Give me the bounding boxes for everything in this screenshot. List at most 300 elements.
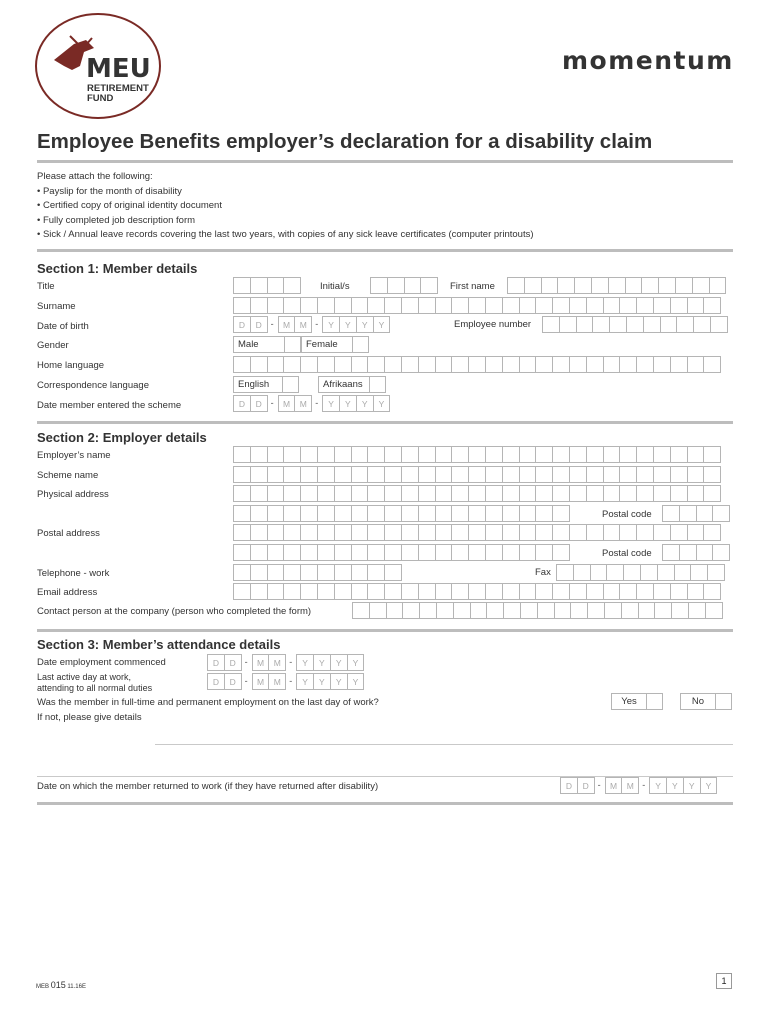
char-box[interactable] — [709, 277, 727, 294]
char-box[interactable] — [250, 297, 268, 314]
date-box-d[interactable]: D — [577, 777, 595, 794]
char-box[interactable] — [503, 602, 521, 619]
char-box[interactable] — [367, 446, 385, 463]
char-box[interactable] — [267, 466, 285, 483]
char-box[interactable] — [451, 524, 469, 541]
char-box[interactable] — [283, 485, 301, 502]
char-box[interactable] — [485, 524, 503, 541]
char-box[interactable] — [300, 485, 318, 502]
char-box[interactable] — [317, 544, 335, 561]
fulltime-yes-checkbox[interactable] — [646, 693, 663, 710]
char-box[interactable] — [367, 297, 385, 314]
date-box-d[interactable]: D — [560, 777, 578, 794]
char-box[interactable] — [670, 297, 688, 314]
char-box[interactable] — [367, 564, 385, 581]
char-box[interactable] — [267, 524, 285, 541]
date-box-m[interactable]: M — [294, 316, 312, 333]
char-box[interactable] — [670, 356, 688, 373]
char-box[interactable] — [654, 602, 672, 619]
char-box[interactable] — [636, 583, 654, 600]
fulltime-yes-option[interactable] — [611, 693, 647, 710]
char-box[interactable] — [418, 583, 436, 600]
initials-field[interactable] — [370, 277, 437, 294]
char-box[interactable] — [300, 564, 318, 581]
char-box[interactable] — [535, 524, 553, 541]
char-box[interactable] — [623, 564, 641, 581]
date-box-y[interactable]: Y — [296, 654, 314, 671]
char-box[interactable] — [384, 544, 402, 561]
char-box[interactable] — [468, 544, 486, 561]
char-box[interactable] — [502, 524, 520, 541]
char-box[interactable] — [418, 466, 436, 483]
char-box[interactable] — [233, 356, 251, 373]
char-box[interactable] — [692, 277, 710, 294]
char-box[interactable] — [687, 446, 705, 463]
char-box[interactable] — [250, 583, 268, 600]
date-box-y[interactable]: Y — [330, 673, 348, 690]
char-box[interactable] — [401, 446, 419, 463]
char-box[interactable] — [703, 446, 721, 463]
lang-english-checkbox[interactable] — [282, 376, 299, 393]
char-box[interactable] — [485, 505, 503, 522]
date-box-y[interactable]: Y — [296, 673, 314, 690]
char-box[interactable] — [418, 446, 436, 463]
char-box[interactable] — [250, 277, 268, 294]
last-active-field[interactable] — [207, 673, 363, 690]
physical-address-line1[interactable] — [233, 485, 720, 502]
char-box[interactable] — [576, 316, 594, 333]
char-box[interactable] — [436, 602, 454, 619]
char-box[interactable] — [519, 544, 537, 561]
date-box-y[interactable]: Y — [700, 777, 718, 794]
char-box[interactable] — [687, 524, 705, 541]
char-box[interactable] — [519, 505, 537, 522]
char-box[interactable] — [418, 505, 436, 522]
char-box[interactable] — [435, 356, 453, 373]
char-box[interactable] — [233, 544, 251, 561]
char-box[interactable] — [367, 485, 385, 502]
char-box[interactable] — [485, 485, 503, 502]
char-box[interactable] — [653, 485, 671, 502]
char-box[interactable] — [586, 446, 604, 463]
char-box[interactable] — [574, 277, 592, 294]
char-box[interactable] — [250, 544, 268, 561]
char-box[interactable] — [519, 583, 537, 600]
surname-field[interactable] — [233, 297, 720, 314]
gender-female-option[interactable] — [301, 336, 353, 353]
char-box[interactable] — [703, 466, 721, 483]
char-box[interactable] — [592, 316, 610, 333]
char-box[interactable] — [317, 356, 335, 373]
char-box[interactable] — [384, 485, 402, 502]
char-box[interactable] — [569, 446, 587, 463]
char-box[interactable] — [267, 505, 285, 522]
char-box[interactable] — [670, 446, 688, 463]
char-box[interactable] — [653, 583, 671, 600]
char-box[interactable] — [687, 466, 705, 483]
char-box[interactable] — [636, 356, 654, 373]
char-box[interactable] — [267, 446, 285, 463]
char-box[interactable] — [451, 544, 469, 561]
char-box[interactable] — [334, 505, 352, 522]
char-box[interactable] — [670, 466, 688, 483]
char-box[interactable] — [552, 446, 570, 463]
char-box[interactable] — [573, 564, 591, 581]
char-box[interactable] — [451, 583, 469, 600]
char-box[interactable] — [384, 297, 402, 314]
char-box[interactable] — [451, 446, 469, 463]
char-box[interactable] — [233, 564, 251, 581]
char-box[interactable] — [542, 316, 560, 333]
char-box[interactable] — [535, 583, 553, 600]
date-box-y[interactable]: Y — [330, 654, 348, 671]
char-box[interactable] — [619, 583, 637, 600]
char-box[interactable] — [267, 564, 285, 581]
char-box[interactable] — [300, 466, 318, 483]
char-box[interactable] — [535, 356, 553, 373]
char-box[interactable] — [519, 485, 537, 502]
char-box[interactable] — [300, 356, 318, 373]
date-box-y[interactable]: Y — [373, 395, 391, 412]
employment-commenced-field[interactable] — [207, 654, 363, 671]
char-box[interactable] — [586, 524, 604, 541]
char-box[interactable] — [486, 602, 504, 619]
date-box-y[interactable]: Y — [347, 673, 365, 690]
char-box[interactable] — [586, 356, 604, 373]
char-box[interactable] — [569, 524, 587, 541]
postal-postal-code-field[interactable] — [662, 544, 729, 561]
char-box[interactable] — [676, 316, 694, 333]
char-box[interactable] — [535, 466, 553, 483]
char-box[interactable] — [384, 466, 402, 483]
date-box-y[interactable]: Y — [347, 654, 365, 671]
employer-name-field[interactable] — [233, 446, 720, 463]
char-box[interactable] — [638, 602, 656, 619]
char-box[interactable] — [552, 297, 570, 314]
char-box[interactable] — [367, 505, 385, 522]
char-box[interactable] — [283, 277, 301, 294]
char-box[interactable] — [334, 564, 352, 581]
char-box[interactable] — [401, 356, 419, 373]
char-box[interactable] — [351, 297, 369, 314]
char-box[interactable] — [670, 524, 688, 541]
char-box[interactable] — [367, 466, 385, 483]
char-box[interactable] — [468, 485, 486, 502]
char-box[interactable] — [703, 485, 721, 502]
date-box-y[interactable]: Y — [339, 395, 357, 412]
char-box[interactable] — [619, 446, 637, 463]
char-box[interactable] — [367, 544, 385, 561]
char-box[interactable] — [351, 485, 369, 502]
char-box[interactable] — [334, 544, 352, 561]
char-box[interactable] — [317, 297, 335, 314]
char-box[interactable] — [401, 297, 419, 314]
char-box[interactable] — [660, 316, 678, 333]
date-box-d[interactable]: D — [207, 673, 225, 690]
date-box-y[interactable]: Y — [683, 777, 701, 794]
date-box-m[interactable]: M — [252, 673, 270, 690]
date-box-m[interactable]: M — [294, 395, 312, 412]
char-box[interactable] — [300, 505, 318, 522]
char-box[interactable] — [233, 277, 251, 294]
char-box[interactable] — [502, 446, 520, 463]
char-box[interactable] — [590, 564, 608, 581]
char-box[interactable] — [609, 316, 627, 333]
char-box[interactable] — [317, 466, 335, 483]
lang-afrikaans-option[interactable] — [318, 376, 370, 393]
date-box-d[interactable]: D — [224, 673, 242, 690]
fulltime-no-option[interactable] — [680, 693, 716, 710]
char-box[interactable] — [670, 485, 688, 502]
char-box[interactable] — [418, 524, 436, 541]
char-box[interactable] — [283, 564, 301, 581]
date-box-d[interactable]: D — [224, 654, 242, 671]
char-box[interactable] — [625, 277, 643, 294]
char-box[interactable] — [334, 446, 352, 463]
char-box[interactable] — [384, 524, 402, 541]
char-box[interactable] — [233, 583, 251, 600]
char-box[interactable] — [435, 583, 453, 600]
char-box[interactable] — [603, 446, 621, 463]
date-box-y[interactable]: Y — [322, 395, 340, 412]
char-box[interactable] — [619, 356, 637, 373]
char-box[interactable] — [688, 602, 706, 619]
char-box[interactable] — [401, 485, 419, 502]
char-box[interactable] — [658, 277, 676, 294]
char-box[interactable] — [552, 356, 570, 373]
char-box[interactable] — [317, 583, 335, 600]
char-box[interactable] — [619, 466, 637, 483]
char-box[interactable] — [690, 564, 708, 581]
char-box[interactable] — [674, 564, 692, 581]
char-box[interactable] — [267, 583, 285, 600]
char-box[interactable] — [619, 485, 637, 502]
char-box[interactable] — [351, 583, 369, 600]
char-box[interactable] — [707, 564, 725, 581]
char-box[interactable] — [453, 602, 471, 619]
char-box[interactable] — [712, 505, 730, 522]
char-box[interactable] — [401, 583, 419, 600]
char-box[interactable] — [384, 564, 402, 581]
char-box[interactable] — [367, 524, 385, 541]
char-box[interactable] — [696, 505, 714, 522]
char-box[interactable] — [384, 505, 402, 522]
char-box[interactable] — [468, 297, 486, 314]
char-box[interactable] — [662, 505, 680, 522]
char-box[interactable] — [267, 356, 285, 373]
fax-field[interactable] — [556, 564, 724, 581]
char-box[interactable] — [603, 466, 621, 483]
char-box[interactable] — [485, 446, 503, 463]
char-box[interactable] — [404, 277, 422, 294]
char-box[interactable] — [283, 356, 301, 373]
date-box-m[interactable]: M — [268, 654, 286, 671]
date-box-y[interactable]: Y — [339, 316, 357, 333]
char-box[interactable] — [653, 466, 671, 483]
char-box[interactable] — [535, 446, 553, 463]
char-box[interactable] — [552, 505, 570, 522]
char-box[interactable] — [535, 485, 553, 502]
char-box[interactable] — [300, 446, 318, 463]
telephone-field[interactable] — [233, 564, 401, 581]
char-box[interactable] — [370, 277, 388, 294]
char-box[interactable] — [569, 297, 587, 314]
date-entered-scheme-field[interactable] — [233, 395, 389, 412]
char-box[interactable] — [619, 297, 637, 314]
gender-male-option[interactable] — [233, 336, 285, 353]
char-box[interactable] — [586, 583, 604, 600]
char-box[interactable] — [435, 505, 453, 522]
scheme-name-field[interactable] — [233, 466, 720, 483]
date-box-y[interactable]: Y — [373, 316, 391, 333]
char-box[interactable] — [524, 277, 542, 294]
char-box[interactable] — [317, 564, 335, 581]
char-box[interactable] — [451, 356, 469, 373]
char-box[interactable] — [402, 602, 420, 619]
char-box[interactable] — [587, 602, 605, 619]
char-box[interactable] — [369, 602, 387, 619]
char-box[interactable] — [435, 544, 453, 561]
char-box[interactable] — [552, 544, 570, 561]
char-box[interactable] — [351, 564, 369, 581]
char-box[interactable] — [703, 583, 721, 600]
physical-postal-code-field[interactable] — [662, 505, 729, 522]
char-box[interactable] — [386, 602, 404, 619]
char-box[interactable] — [502, 544, 520, 561]
char-box[interactable] — [603, 356, 621, 373]
first-name-field[interactable] — [507, 277, 725, 294]
fulltime-no-checkbox[interactable] — [715, 693, 732, 710]
char-box[interactable] — [334, 466, 352, 483]
returned-to-work-field[interactable] — [560, 777, 716, 794]
char-box[interactable] — [418, 544, 436, 561]
char-box[interactable] — [283, 466, 301, 483]
char-box[interactable] — [352, 602, 370, 619]
char-box[interactable] — [535, 544, 553, 561]
date-box-y[interactable]: Y — [356, 395, 374, 412]
char-box[interactable] — [334, 524, 352, 541]
char-box[interactable] — [351, 524, 369, 541]
char-box[interactable] — [300, 583, 318, 600]
char-box[interactable] — [283, 505, 301, 522]
char-box[interactable] — [687, 297, 705, 314]
char-box[interactable] — [435, 485, 453, 502]
char-box[interactable] — [470, 602, 488, 619]
date-box-y[interactable]: Y — [666, 777, 684, 794]
char-box[interactable] — [468, 356, 486, 373]
char-box[interactable] — [703, 297, 721, 314]
char-box[interactable] — [535, 297, 553, 314]
char-box[interactable] — [233, 485, 251, 502]
char-box[interactable] — [300, 524, 318, 541]
char-box[interactable] — [586, 485, 604, 502]
char-box[interactable] — [267, 544, 285, 561]
char-box[interactable] — [603, 524, 621, 541]
char-box[interactable] — [696, 544, 714, 561]
char-box[interactable] — [351, 466, 369, 483]
char-box[interactable] — [519, 356, 537, 373]
char-box[interactable] — [519, 446, 537, 463]
date-box-y[interactable]: Y — [313, 654, 331, 671]
char-box[interactable] — [556, 564, 574, 581]
char-box[interactable] — [334, 583, 352, 600]
contact-person-field[interactable] — [352, 602, 722, 619]
char-box[interactable] — [267, 485, 285, 502]
char-box[interactable] — [334, 485, 352, 502]
char-box[interactable] — [334, 297, 352, 314]
char-box[interactable] — [387, 277, 405, 294]
char-box[interactable] — [679, 505, 697, 522]
char-box[interactable] — [435, 466, 453, 483]
char-box[interactable] — [468, 524, 486, 541]
postal-address-line2[interactable] — [233, 544, 569, 561]
char-box[interactable] — [591, 277, 609, 294]
char-box[interactable] — [687, 356, 705, 373]
char-box[interactable] — [300, 297, 318, 314]
email-field[interactable] — [233, 583, 720, 600]
char-box[interactable] — [636, 466, 654, 483]
char-box[interactable] — [569, 583, 587, 600]
char-box[interactable] — [485, 356, 503, 373]
char-box[interactable] — [267, 277, 285, 294]
char-box[interactable] — [552, 524, 570, 541]
date-box-m[interactable]: M — [278, 316, 296, 333]
char-box[interactable] — [703, 356, 721, 373]
char-box[interactable] — [502, 356, 520, 373]
char-box[interactable] — [401, 466, 419, 483]
char-box[interactable] — [401, 544, 419, 561]
char-box[interactable] — [451, 297, 469, 314]
char-box[interactable] — [418, 297, 436, 314]
date-box-y[interactable]: Y — [322, 316, 340, 333]
char-box[interactable] — [384, 356, 402, 373]
physical-address-line2[interactable] — [233, 505, 569, 522]
char-box[interactable] — [401, 505, 419, 522]
char-box[interactable] — [250, 564, 268, 581]
char-box[interactable] — [267, 297, 285, 314]
char-box[interactable] — [233, 446, 251, 463]
char-box[interactable] — [569, 466, 587, 483]
char-box[interactable] — [283, 524, 301, 541]
date-box-y[interactable]: Y — [313, 673, 331, 690]
char-box[interactable] — [519, 466, 537, 483]
char-box[interactable] — [485, 466, 503, 483]
char-box[interactable] — [451, 505, 469, 522]
date-box-y[interactable]: Y — [356, 316, 374, 333]
char-box[interactable] — [640, 564, 658, 581]
lang-english-option[interactable] — [233, 376, 283, 393]
char-box[interactable] — [468, 446, 486, 463]
char-box[interactable] — [653, 297, 671, 314]
char-box[interactable] — [653, 524, 671, 541]
char-box[interactable] — [502, 485, 520, 502]
title-field[interactable] — [233, 277, 300, 294]
home-language-field[interactable] — [233, 356, 720, 373]
char-box[interactable] — [283, 446, 301, 463]
char-box[interactable] — [586, 297, 604, 314]
char-box[interactable] — [670, 583, 688, 600]
employee-number-field[interactable] — [542, 316, 727, 333]
char-box[interactable] — [233, 524, 251, 541]
char-box[interactable] — [519, 297, 537, 314]
char-box[interactable] — [693, 316, 711, 333]
char-box[interactable] — [317, 505, 335, 522]
char-box[interactable] — [657, 564, 675, 581]
char-box[interactable] — [569, 485, 587, 502]
details-line[interactable] — [155, 744, 733, 745]
char-box[interactable] — [334, 356, 352, 373]
char-box[interactable] — [662, 544, 680, 561]
